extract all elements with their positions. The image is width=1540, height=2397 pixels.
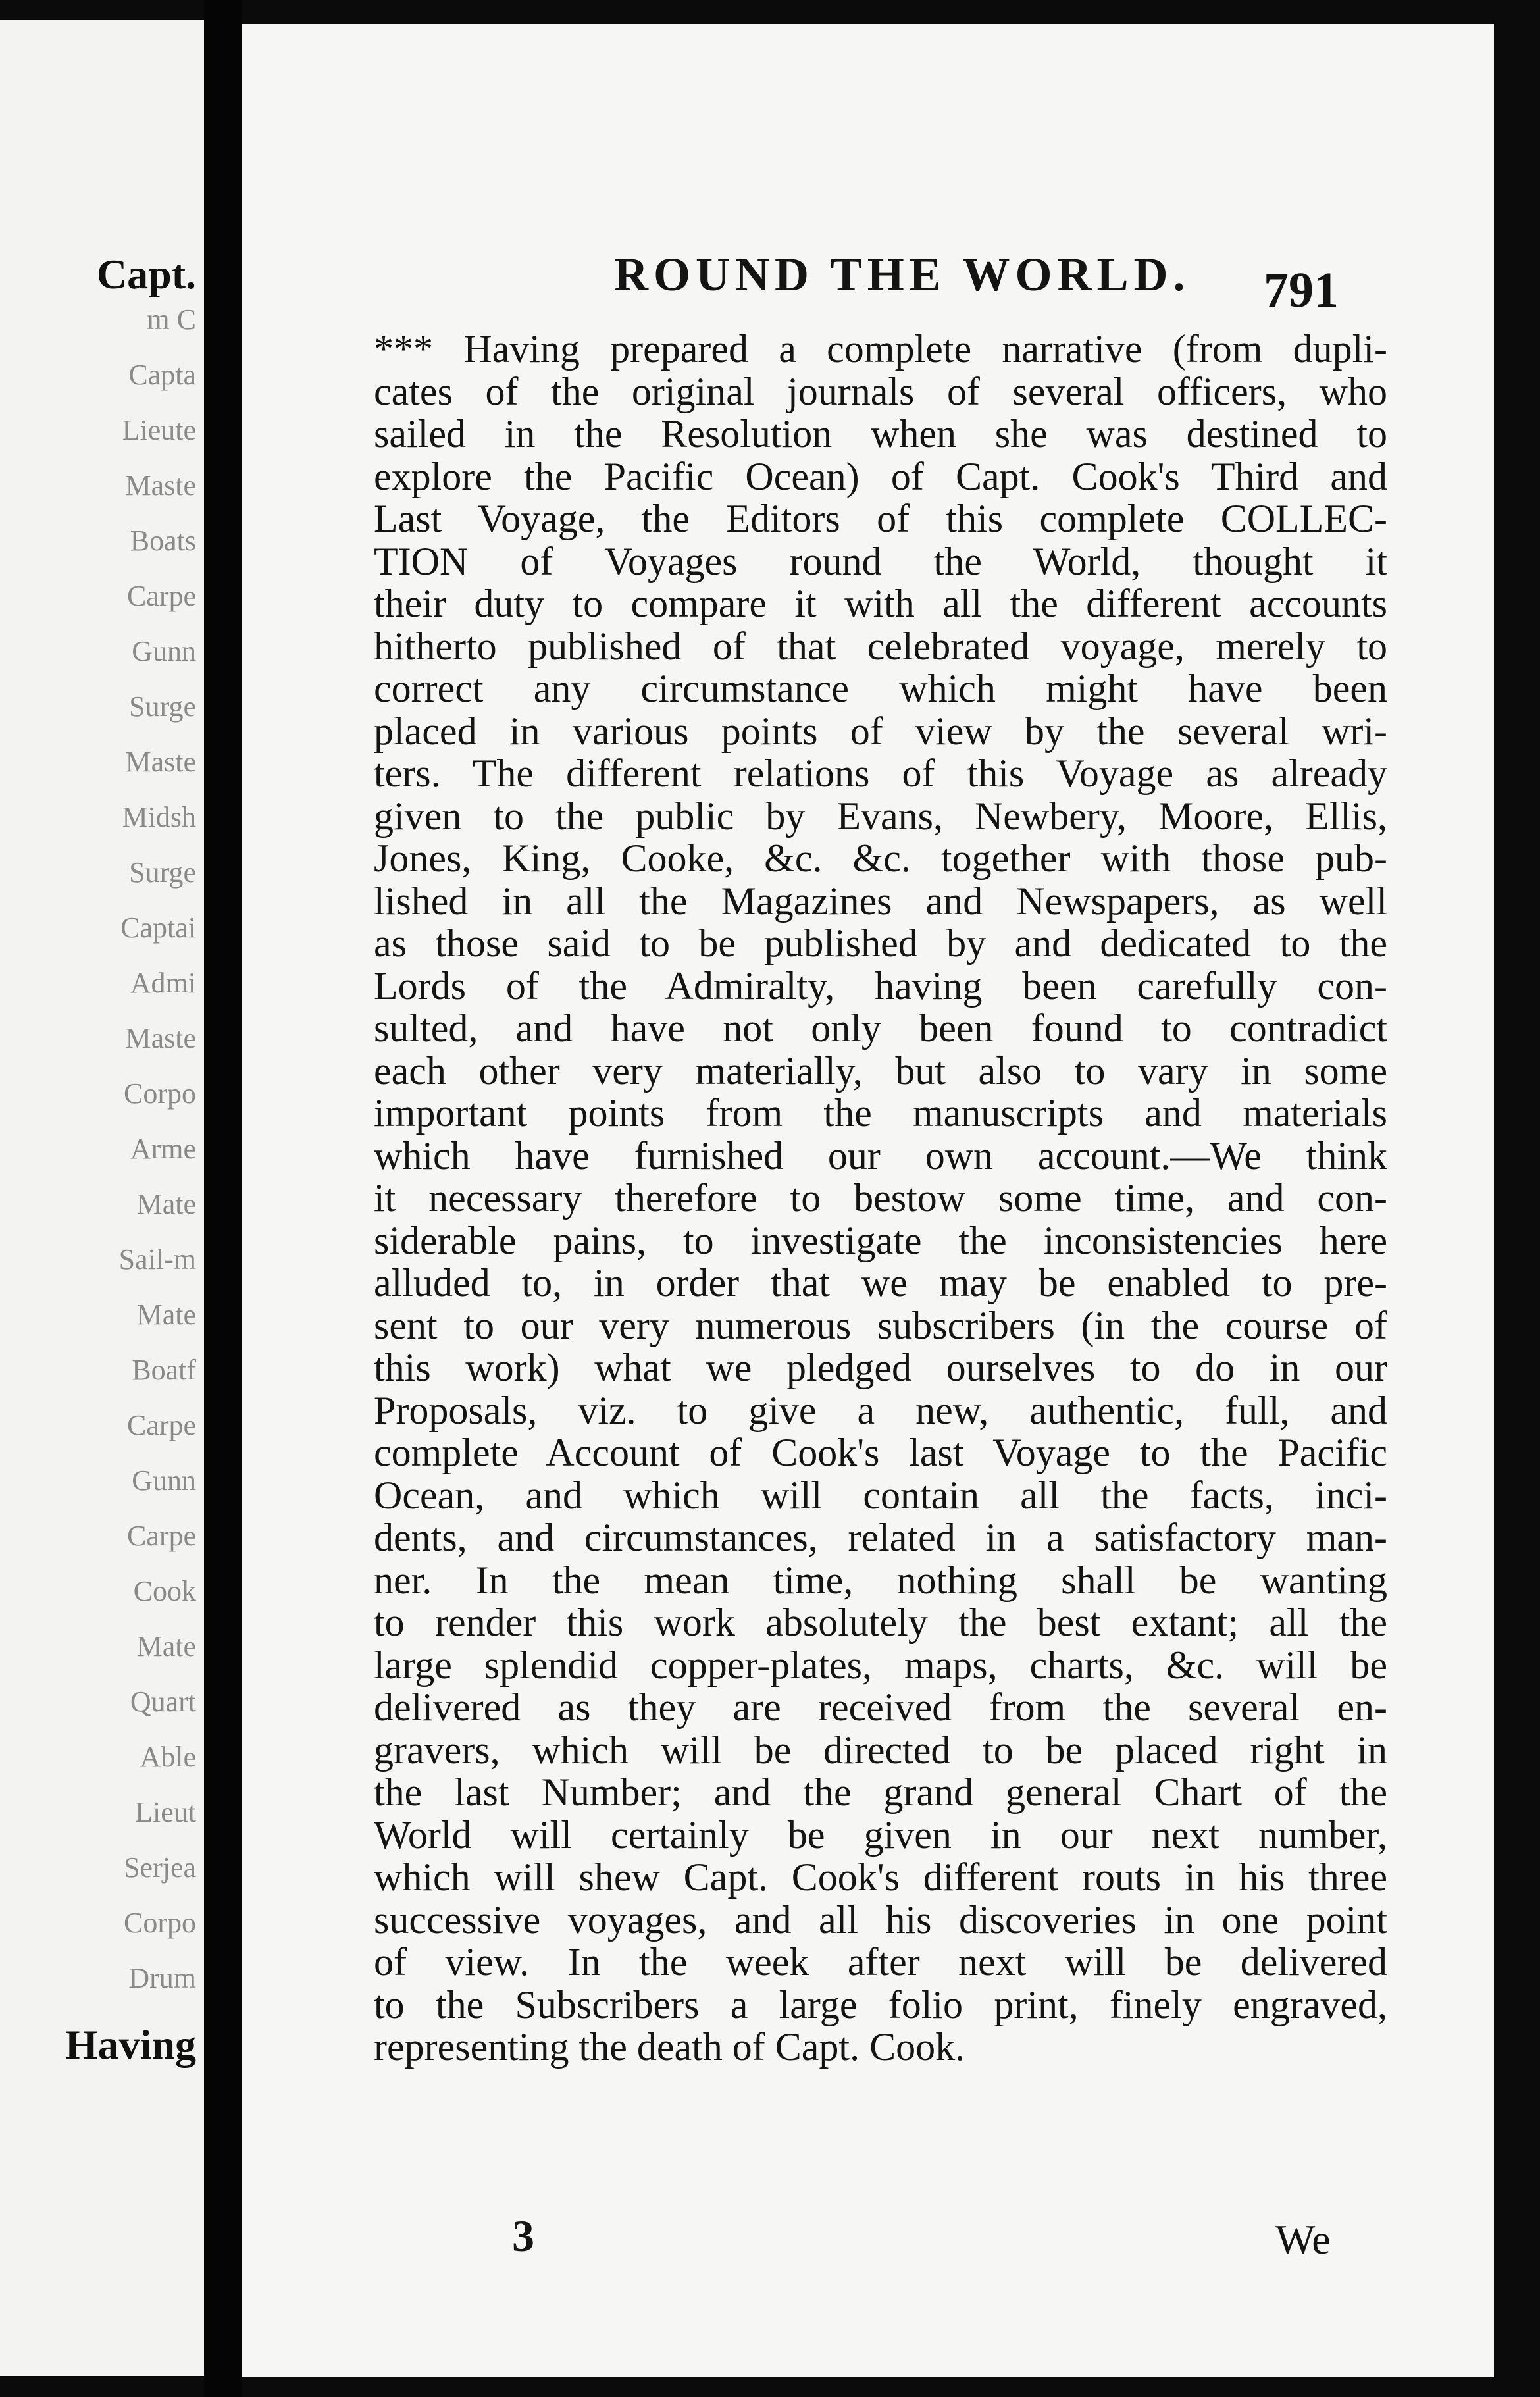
text-line: correct any circumstance which might have been [374, 667, 1387, 710]
facing-page-fragment: Drum [128, 1962, 196, 1994]
text-line: Jones, King, Cooke, &c. &c. together with those pub- [374, 837, 1387, 880]
text-line: Lords of the Admiralty, having been carefully con- [374, 964, 1387, 1008]
facing-page-fragment: Maste [125, 746, 196, 778]
facing-page-fragment: Lieut [135, 1796, 196, 1828]
text-line: alluded to, in order that we may be enabled to pre- [374, 1261, 1387, 1304]
facing-page-fragment: Corpo [124, 1907, 196, 1939]
text-line: large splendid copper-plates, maps, charts, &c. will be [374, 1643, 1387, 1687]
text-line: each other very materially, but also to vary in some [374, 1048, 1387, 1093]
facing-page-fragment: Carpe [126, 1409, 196, 1441]
facing-page-fragment: Corpo [124, 1077, 196, 1110]
signature-mark: 3 [512, 2211, 534, 2261]
text-line: important points from the manuscripts and materials [374, 1091, 1387, 1135]
facing-page-fragment: Carpe [126, 1520, 196, 1552]
facing-page-fragment: Mate [136, 1299, 196, 1331]
facing-page-fragment: Maste [125, 1022, 196, 1054]
facing-page-fragment: Boatf [132, 1354, 196, 1386]
facing-page-fragment: Carpe [126, 580, 196, 612]
text-line: Proposals, viz. to give a new, authentic, full, and [374, 1388, 1387, 1432]
facing-page-fragment: Cook [133, 1575, 196, 1607]
facing-page-fragment: Mate [136, 1188, 196, 1220]
text-line: placed in various points of view by the several wri- [374, 709, 1387, 753]
text-line: this work) what we pledged ourselves to do in our [374, 1346, 1387, 1389]
text-line: to render this work absolutely the best extant; all the [374, 1601, 1387, 1644]
text-line: which will shew Capt. Cook's different routs in his three [374, 1855, 1387, 1899]
facing-page-fragment: Maste [125, 469, 196, 502]
text-line: Last Voyage, the Editors of this complete COLLEC- [374, 497, 1387, 540]
facing-page-fragment: m C [147, 303, 196, 336]
facing-page-fragment: Quart [130, 1686, 196, 1718]
facing-page-fragment: Sail-m [118, 1243, 196, 1276]
facing-page-edge [0, 20, 204, 2376]
text-line: complete Account of Cook's last Voyage to the Pacific [374, 1431, 1387, 1474]
text-line: cates of the original journals of several officers, who [374, 369, 1387, 413]
facing-page-fragment: Captai [120, 912, 196, 944]
facing-page-fragment: Lieute [122, 414, 196, 446]
facing-page-fragment: Arme [130, 1133, 196, 1165]
text-line: gravers, which will be directed to be placed right in [374, 1728, 1387, 1772]
facing-page-fragment: Surge [129, 690, 196, 723]
text-line: given to the public by Evans, Newbery, Moore, Ellis, [374, 794, 1387, 838]
facing-page-fragment: Capt. [96, 251, 196, 297]
text-line: representing the death of Capt. Cook. [374, 2025, 965, 2069]
text-line: Ocean, and which will contain all the facts, inci- [374, 1473, 1387, 1517]
text-line: as those said to be published by and dedicated to the [374, 921, 1387, 965]
text-line: TION of Voyages round the World, thought it [374, 539, 1387, 583]
body-text [374, 328, 1387, 2069]
facing-page-fragment: Surge [129, 856, 196, 889]
facing-page-fragment: Boats [130, 525, 196, 557]
text-line: dents, and circumstances, related in a satisfactory man- [374, 1516, 1387, 1559]
text-line: their duty to compare it with all the different accounts [374, 582, 1387, 625]
text-line: which have furnished our own account.—We think [374, 1133, 1387, 1177]
facing-page-fragment: Capta [128, 359, 196, 391]
facing-page-fragment: Gunn [132, 635, 196, 667]
text-line: *** Having prepared a complete narrative (from dupli- [374, 327, 1387, 371]
text-line: hitherto published of that celebrated voyage, merely to [374, 624, 1387, 668]
book-gutter [204, 0, 242, 2397]
facing-page-fragment: Gunn [132, 1464, 196, 1497]
facing-page-fragment: Midsh [122, 801, 196, 833]
text-line: delivered as they are received from the several en- [374, 1686, 1387, 1729]
text-line: sent to our very numerous subscribers (in the course of [374, 1303, 1387, 1347]
running-head: ROUND THE WORLD. [614, 248, 1191, 301]
catchword: We [1275, 2216, 1331, 2263]
page-number: 791 [1264, 263, 1339, 318]
text-line: ters. The different relations of this Voyage as already [374, 752, 1387, 795]
text-line: to the Subscribers a large folio print, finely engraved, [374, 1982, 1387, 2026]
facing-page-fragment: Serjea [124, 1851, 196, 1884]
text-line: World will certainly be given in our next number, [374, 1813, 1387, 1857]
facing-page-fragment: Having [64, 2021, 196, 2068]
text-line: explore the Pacific Ocean) of Capt. Cook's Third and [374, 454, 1387, 498]
text-line: it necessary therefore to bestow some time, and con- [374, 1176, 1387, 1220]
text-line: of view. In the week after next will be delivered [374, 1940, 1387, 1984]
facing-page-fragment: Able [140, 1741, 196, 1773]
text-line: sailed in the Resolution when she was destined to [374, 412, 1387, 455]
text-line: successive voyages, and all his discoveries in one point [374, 1897, 1387, 1942]
book-page [242, 24, 1494, 2377]
text-line: the last Number; and the grand general Chart of the [374, 1770, 1387, 1814]
facing-page-fragment: Admi [130, 967, 196, 999]
text-line: siderable pains, to investigate the inconsistencies here [374, 1218, 1387, 1262]
text-line: sulted, and have not only been found to contradict [374, 1006, 1387, 1050]
text-line: ner. In the mean time, nothing shall be wanting [374, 1558, 1387, 1602]
facing-page-fragment: Mate [136, 1630, 196, 1662]
text-line: lished in all the Magazines and Newspapers, as well [374, 879, 1387, 923]
